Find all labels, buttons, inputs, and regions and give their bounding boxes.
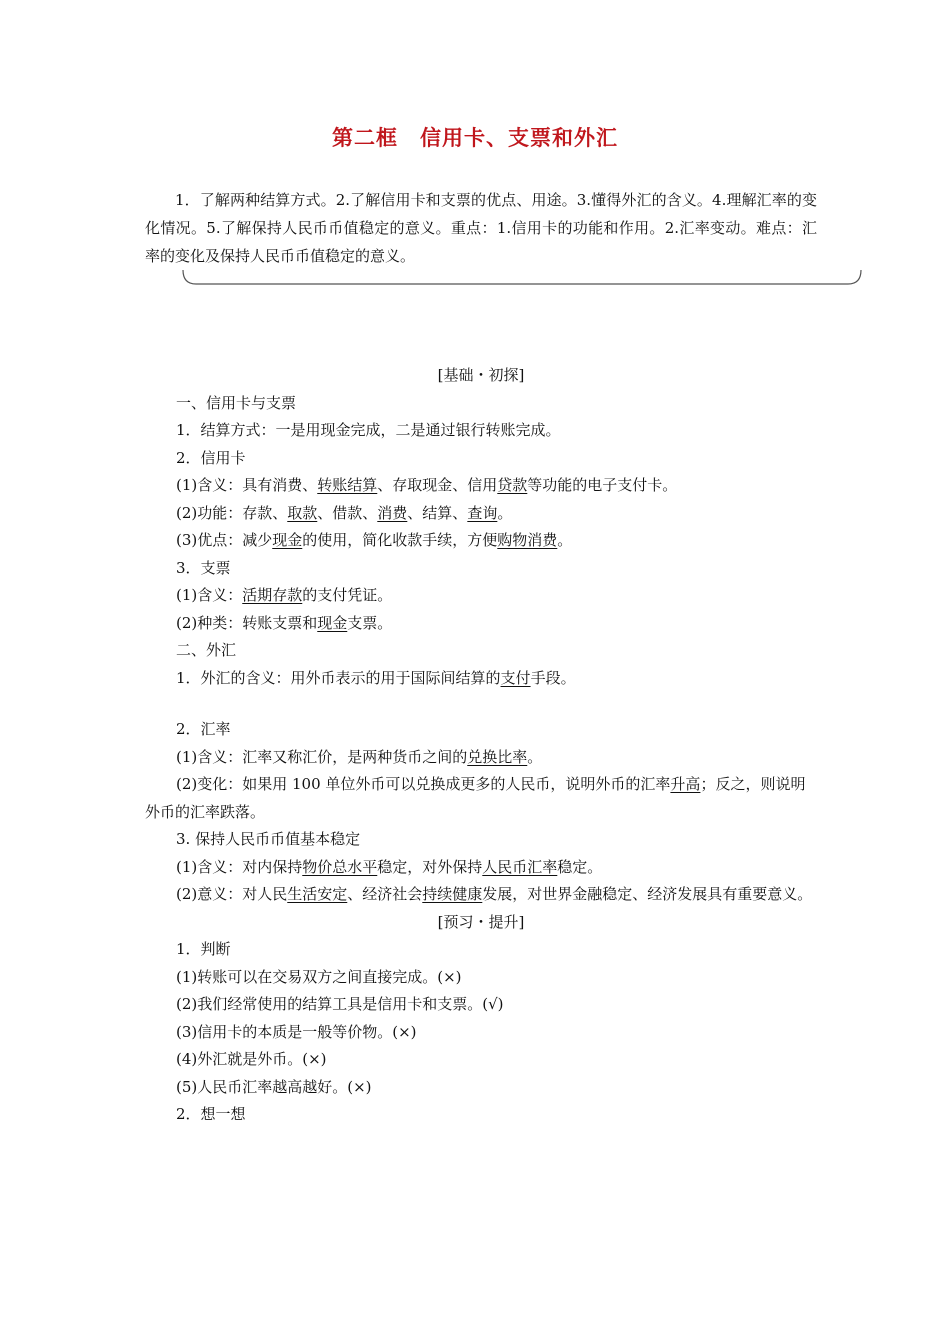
item-rmb-stability: 3. 保持人民币币值基本稳定	[176, 830, 361, 848]
page-title: 第二框 信用卡、支票和外汇	[332, 125, 618, 150]
main-content	[145, 362, 817, 1129]
item-credit-card-definition: (1)含义：具有消费、转账结算、存取现金、信用贷款等功能的电子支付卡。	[176, 476, 678, 494]
judgement-item-5: (5)人民币汇率越高越好。(×)	[176, 1077, 372, 1096]
item-cheque-types: (2)种类：转账支票和现金支票。	[176, 613, 393, 632]
section-heading-preview: [预习・提升]	[437, 912, 525, 931]
heading-foreign-exchange: 二、外汇	[176, 641, 237, 659]
item-exchange-rate-change: (2)变化：如果用 100 单位外币可以兑换成更多的人民币，说明外币的汇率升高；反之，则说明外币的汇率跌落。	[145, 775, 806, 821]
item-think: 2．想一想	[176, 1105, 246, 1123]
item-exchange-rate-definition: (1)含义：汇率又称汇价，是两种货币之间的兑换比率。	[176, 747, 543, 766]
learning-objectives: 1．了解两种结算方式。2.了解信用卡和支票的优点、用途。3.懂得外汇的含义。4.理解汇率的变化情况。5.了解保持人民币币值稳定的意义。重点：1.信用卡的功能和作用。2.汇率变动。难点：汇率的变化及保持人民币币值稳定的意义。	[145, 191, 817, 265]
item-credit-card-advantages: (3)优点：减少现金的使用，简化收款手续，方便购物消费。	[176, 531, 573, 549]
judgement-item-3: (3)信用卡的本质是一般等价物。(×)	[176, 1022, 417, 1041]
judgement-item-2: (2)我们经常使用的结算工具是信用卡和支票。(√)	[176, 995, 504, 1013]
heading-credit-card-cheque: 一、信用卡与支票	[176, 393, 297, 412]
item-rmb-stability-significance: (2)意义：对人民生活安定、经济社会持续健康发展，对世界金融稳定、经济发展具有重要意义。	[176, 885, 813, 903]
item-cheque: 3．支票	[176, 558, 231, 577]
section-heading-basic: [基础・初探]	[437, 366, 525, 384]
item-credit-card-functions: (2)功能：存款、取款、借款、消费、结算、查询。	[176, 503, 513, 522]
item-exchange-rate: 2．汇率	[176, 720, 231, 738]
judgement-item-4: (4)外汇就是外币。(×)	[176, 1050, 327, 1068]
item-settlement-methods: 1．结算方式：一是用现金完成，二是通过银行转账完成。	[176, 421, 561, 439]
objectives-bracket-divider	[182, 268, 862, 288]
item-credit-card: 2．信用卡	[176, 448, 246, 467]
item-rmb-stability-definition: (1)含义：对内保持物价总水平稳定，对外保持人民币汇率稳定。	[176, 857, 603, 876]
judgement-item-1: (1)转账可以在交易双方之间直接完成。(×)	[176, 967, 462, 986]
item-judgement: 1．判断	[176, 940, 231, 958]
item-cheque-definition: (1)含义：活期存款的支付凭证。	[176, 586, 393, 604]
item-forex-definition: 1．外汇的含义：用外币表示的用于国际间结算的支付手段。	[176, 668, 576, 687]
